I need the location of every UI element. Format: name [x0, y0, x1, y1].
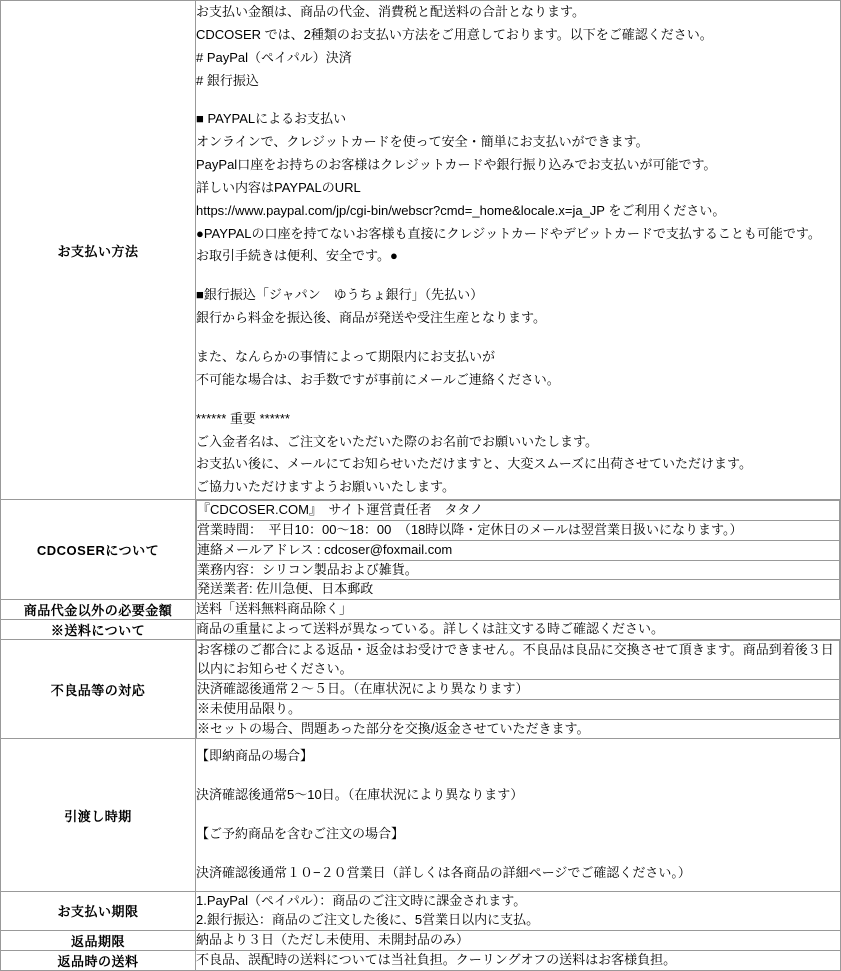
- list-item: [197, 580, 840, 599]
- payment-method-lines: [196, 1, 840, 499]
- text-line: # 銀行振込: [196, 72, 259, 88]
- row-label-defective-items: 不良品等の対応: [1, 640, 196, 739]
- text-line: PayPal口座をお持ちのお客様はクレジットカードや銀行振り込みでお支払いが可能です。: [196, 157, 717, 173]
- text-line: 商品の重量によって送料が異なっている。詳しくは註文する時ご確認ください。: [196, 621, 665, 637]
- table-row: [1, 620, 841, 640]
- text-line: お取引手続きは便利、安全です。●: [196, 248, 398, 264]
- text-line: 銀行から料金を振込後、商品が発送や受注生産となります。: [196, 310, 546, 326]
- row-label-extra-fees: 商品代金以外の必要金額: [1, 600, 196, 620]
- list-item: [197, 641, 840, 680]
- text-line: 決済確認後通常１０−２０営業日（詳しくは各商品の詳細ページでご確認ください。）: [196, 865, 691, 880]
- text-line: ■ PAYPALによるお支払い: [196, 111, 347, 127]
- text-line: お客様のご都合による返品・返金はお受けできません。不良品は良品に交換させて頂きます。商品到着後３日以内にお知らせください。: [197, 641, 840, 680]
- text-line: 業務内容：シリコン製品および雑貨。: [197, 560, 840, 580]
- table-row: [1, 891, 841, 930]
- table-row: [1, 600, 841, 620]
- row-value-defective-items: [196, 640, 841, 739]
- table-row: [1, 950, 841, 970]
- text-line: お支払い後に、メールにてお知らせいただけますと、大変スムーズに出荷させていただけます。: [196, 456, 753, 472]
- about-cdcoser-subtable: [196, 500, 840, 599]
- list-item: [197, 719, 840, 738]
- text-line: 『CDCOSER.COM』 サイト運営責任者 タタノ: [197, 501, 840, 521]
- row-value-delivery-time: [196, 739, 841, 891]
- table-row: [1, 930, 841, 950]
- text-line: ****** 重要 ******: [196, 410, 290, 426]
- text-line: ■銀行振込「ジャパン ゆうちょ銀行」（先払い）: [196, 287, 484, 303]
- text-line: [196, 330, 840, 346]
- text-line: 決済確認後通常5〜10日。（在庫状況により異なります）: [196, 787, 524, 803]
- text-line: 不良品、誤配時の送料については当社負担。クーリングオフの送料はお客様負担。: [196, 951, 677, 967]
- text-line: [196, 268, 840, 284]
- row-label-delivery-time: 引渡し時期: [1, 739, 196, 891]
- text-line: [196, 846, 840, 862]
- text-line: オンラインで、クレジットカードを使って安全・簡単にお支払いができます。: [196, 134, 649, 150]
- row-value-payment-deadline: [196, 891, 841, 930]
- text-line: ※セットの場合、問題あった部分を交換/返金させていただきます。: [197, 719, 840, 738]
- text-line: 送料「送料無料商品除く」: [196, 601, 353, 617]
- text-line: 営業時間： 平日10：00〜18：00 （18時以降・定休日のメールは翌営業日扱いになります。）: [197, 520, 840, 540]
- text-line: [196, 392, 840, 408]
- table-row: [1, 500, 841, 600]
- contact-email-line: 連絡メールアドレス : cdcoser@foxmail.com: [197, 540, 840, 560]
- text-line: [196, 768, 840, 784]
- text-line: ●PAYPALの口座を持てないお客様も直接にクレジットカードやデビットカードで支払することも可能です。: [196, 225, 821, 241]
- row-label-about-cdcoser: CDCOSERについて: [1, 500, 196, 600]
- text-line: 不可能な場合は、お手数ですが事前にメールご連絡ください。: [196, 371, 560, 387]
- delivery-time-lines: [196, 745, 840, 884]
- table-row: [1, 1, 841, 500]
- list-item: [197, 679, 840, 699]
- text-line: 決済確認後通常２〜５日。（在庫状況により異なります）: [197, 679, 840, 699]
- row-value-return-shipping: [196, 950, 841, 970]
- text-line: また、なんらかの事情によって期限内にお支払いが: [196, 348, 496, 364]
- table-row: [1, 640, 841, 739]
- list-item: [197, 501, 840, 521]
- text-line: CDCOSER では、2種類のお支払い方法をご用意しております。以下をご確認ください。: [196, 26, 713, 42]
- text-line: 詳しい内容はPAYPALのURL: [196, 179, 361, 195]
- row-value-shipping-fee: [196, 620, 841, 640]
- list-item: [197, 540, 840, 560]
- text-line: ご入金者名は、ご注文をいただいた際のお名前でお願いいたします。: [196, 433, 598, 449]
- text-line: # PayPal（ペイパル）決済: [196, 49, 352, 65]
- text-line: [196, 807, 840, 823]
- list-item: [197, 520, 840, 540]
- text-line: 2.銀行振込：商品のご注文した後に、5営業日以内に支払。: [196, 911, 540, 927]
- row-label-return-deadline: 返品期限: [1, 930, 196, 950]
- list-item: [197, 560, 840, 580]
- text-line: 【即納商品の場合】: [196, 748, 314, 764]
- list-item: [197, 699, 840, 719]
- row-label-return-shipping: 返品時の送料: [1, 950, 196, 970]
- paypal-url-line: https://www.paypal.com/jp/cgi-bin/webscr?cmd=_home&locale.x=ja_JP をご利用ください。: [196, 202, 726, 218]
- text-line: 【ご予約商品を含むご注文の場合】: [196, 826, 405, 842]
- row-value-extra-fees: [196, 600, 841, 620]
- row-value-return-deadline: [196, 930, 841, 950]
- row-value-about-cdcoser: [196, 500, 841, 600]
- table-row: [1, 739, 841, 891]
- text-line: ※未使用品限り。: [197, 699, 840, 719]
- row-label-payment-deadline: お支払い期限: [1, 891, 196, 930]
- row-value-payment-method: [196, 1, 841, 500]
- defective-items-subtable: [196, 640, 840, 738]
- row-label-shipping-fee: ※送料について: [1, 620, 196, 640]
- text-line: 納品より３日（ただし未使用、未開封品のみ）: [196, 931, 470, 947]
- text-line: 1.PayPal（ペイパル）：商品のご注文時に課金されます。: [196, 892, 527, 908]
- text-line: ご協力いただけますようお願いいたします。: [196, 479, 455, 495]
- text-line: [196, 92, 840, 108]
- text-line: お支払い金額は、商品の代金、消費税と配送料の合計となります。: [196, 4, 585, 19]
- text-line: 発送業者: 佐川急便、日本郵政: [197, 580, 840, 599]
- row-label-payment-method: お支払い方法: [1, 1, 196, 500]
